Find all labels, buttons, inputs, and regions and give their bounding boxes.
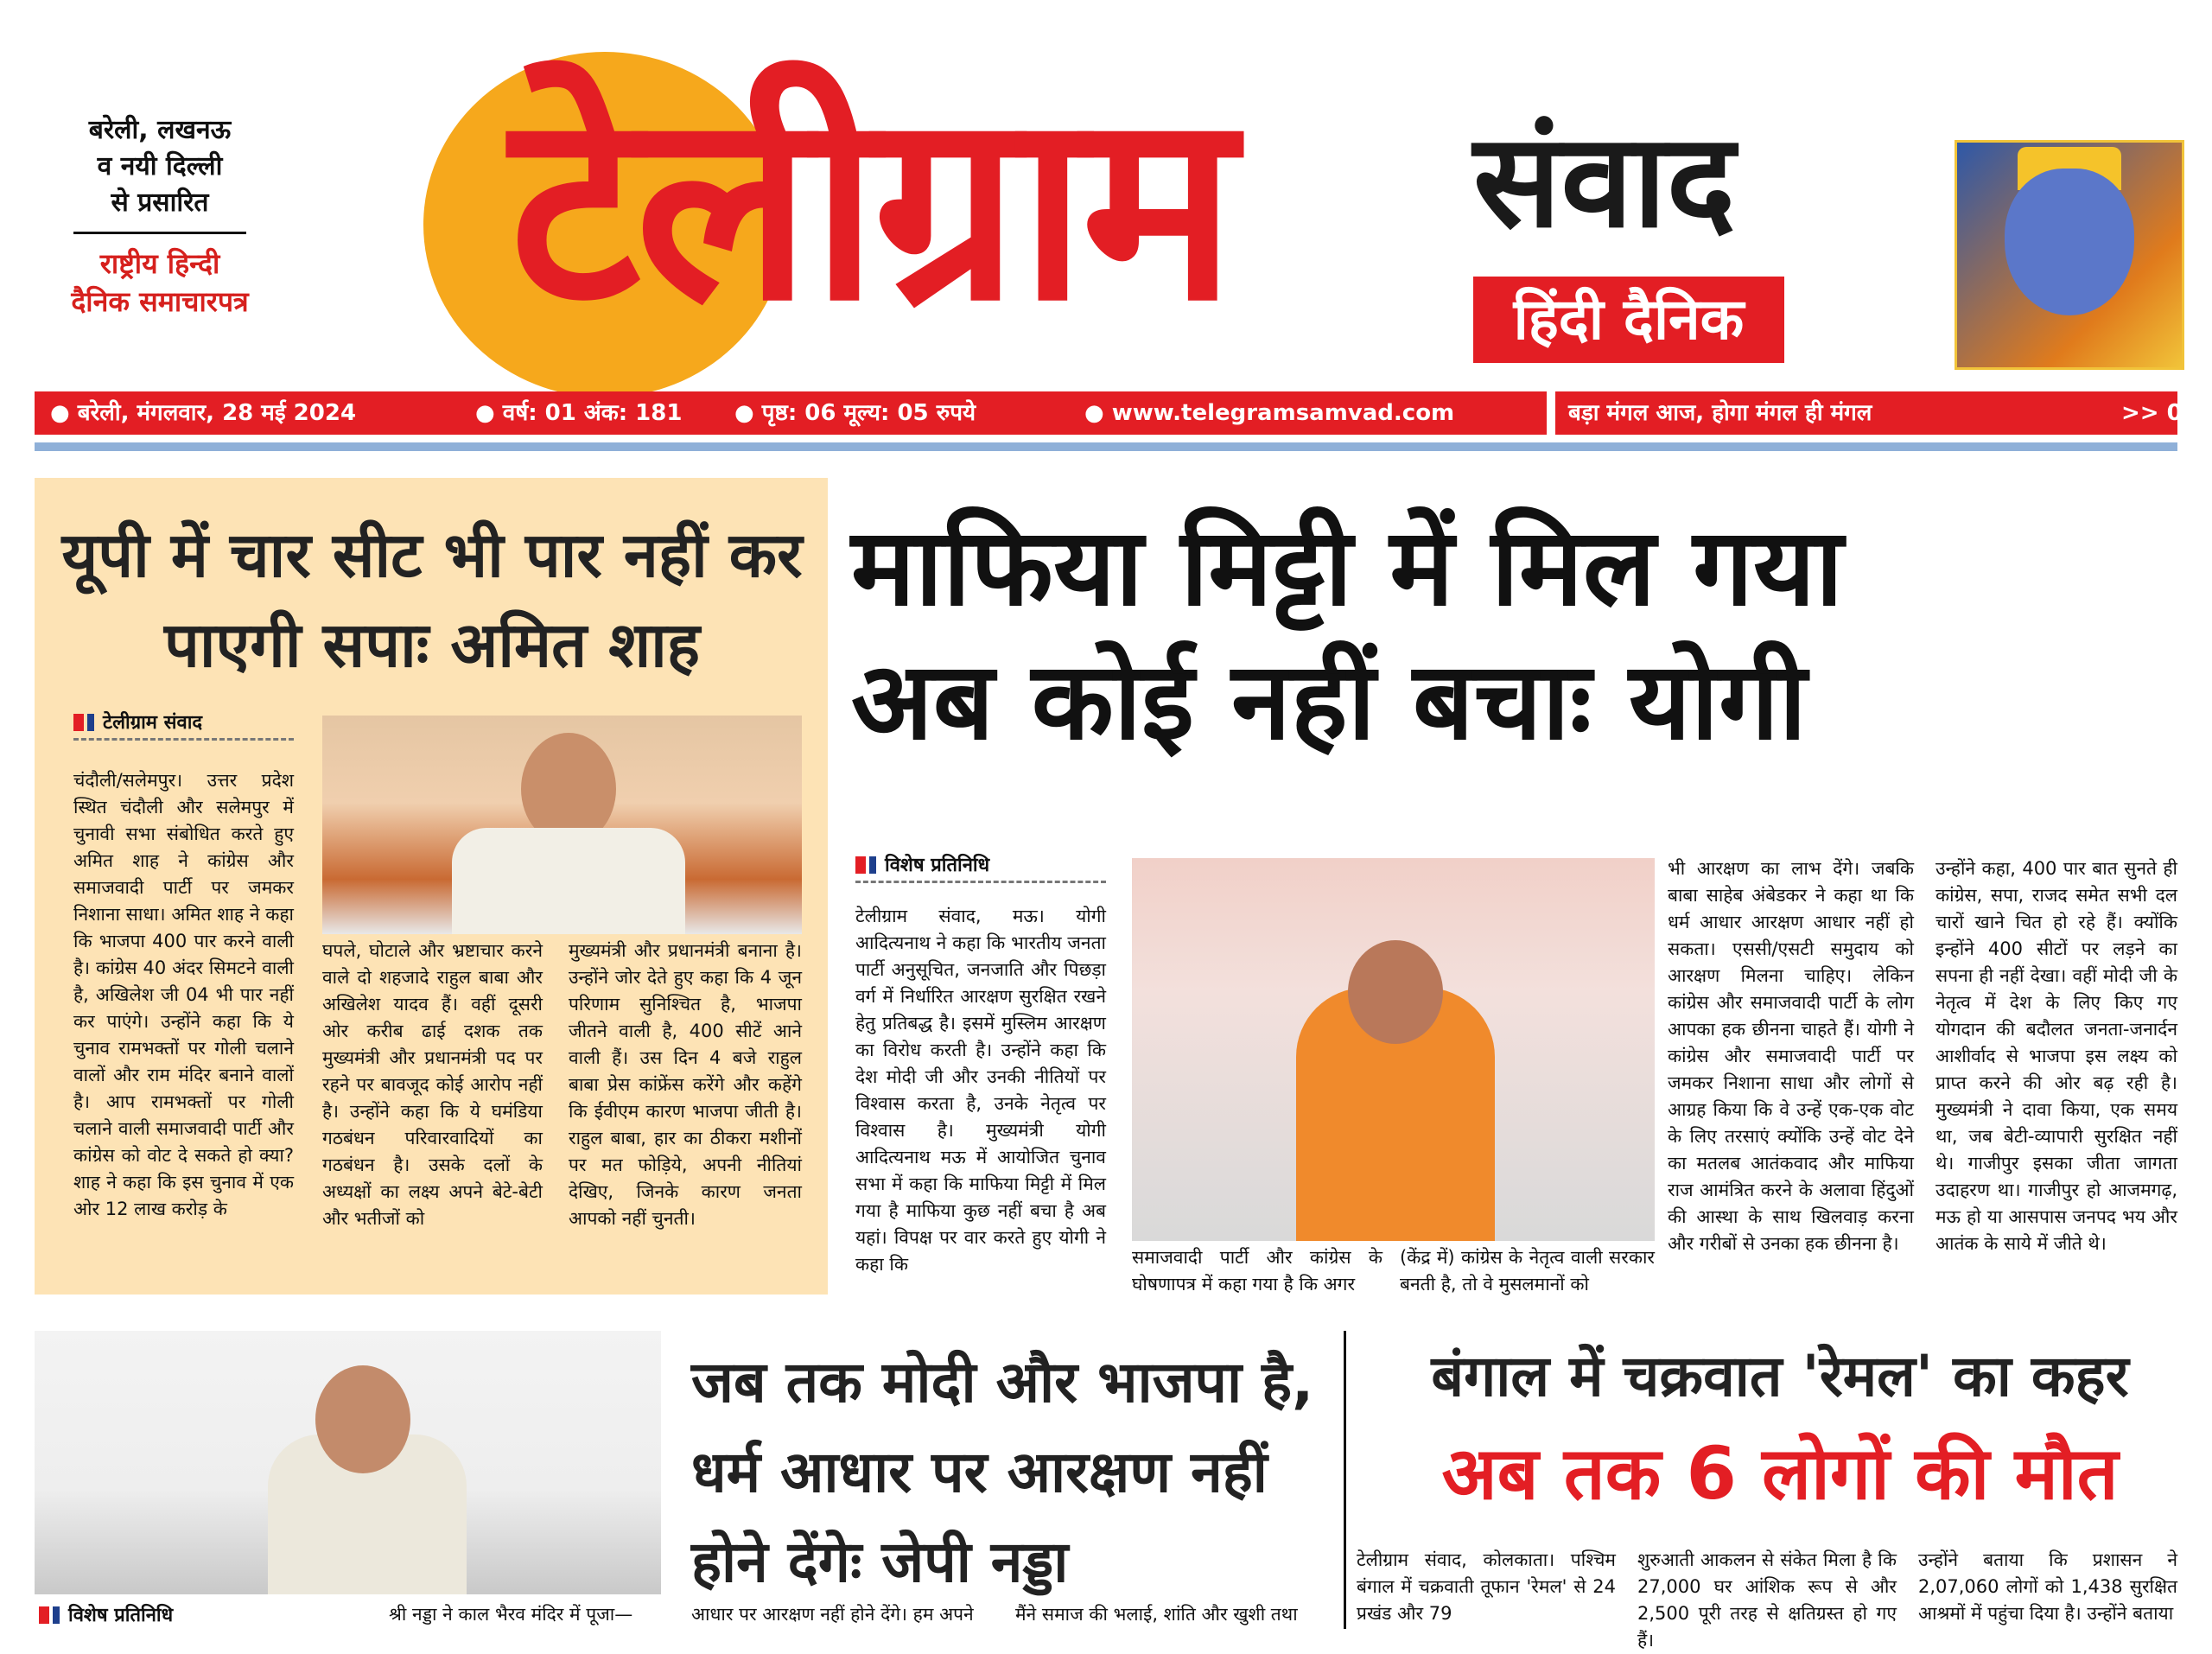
headline-bengal-deaths: अब तक 6 लोगों की मौत xyxy=(1441,1431,2119,1516)
divider xyxy=(73,232,246,234)
broadcast-info xyxy=(52,112,268,321)
byline-marker-icon xyxy=(39,1606,49,1624)
year-issue: ● वर्ष: 01 अंक: 181 xyxy=(475,400,683,426)
photo-jp-nadda xyxy=(35,1331,661,1594)
photo-figure-head xyxy=(1348,940,1443,1044)
article-column: भी आरक्षण का लाभ देंगे। जबकि बाबा साहेब अंबेडकर ने कहा था कि धर्म आधार आरक्षण आधार नहीं हो सकता। एससी/एसटी समुदाय को आरक्षण मिलना चाहिए। लेकिन कांग्रेस और समाजवादी पार्टी के लोग आपका हक छीनना चाहते हैं। योगी ने कांग्रेस और समाजवादी पार्टी पर जमकर निशाना साधा और लोगों से आग्रह किया कि वे उन्हें एक-एक वोट के लिए तरसाएं क्योंकि उन्हें वोट देने का मतलब आतंकवाद और माफिया राज आमंत्रित करने के अलावा हिंदुओं की आस्था के साथ खिलवाड़ करना और गरीबों से उनका हक छीनना है। xyxy=(1668,858,1914,1254)
divider-rule xyxy=(35,442,2177,451)
article-column: मुख्यमंत्री और प्रधानमंत्री बनाना है। उन्होंने जोर देते हुए कहा कि 4 जून परिणाम सुनिश्चित है, भाजपा जीतने वाली है, 400 सीटें आने वाली हैं। उस दिन 4 बजे राहुल बाबा प्रेस कांफ्रेंस करेंगे और कहेंगे कि ईवीएम कारण भाजपा जीती है। राहुल बाबा, हार का ठीकरा मशीनों पर मत फोड़िये, अपनी नीतियां देखिए, जिनके कारण जनता आपको नहीं चुनती। xyxy=(569,940,802,1229)
byline-marker-icon xyxy=(53,1606,60,1624)
face-shape xyxy=(2005,169,2134,315)
page-reference: >> 04 xyxy=(2121,400,2198,426)
byline xyxy=(855,851,1106,883)
left-info-line: से प्रसारित xyxy=(111,188,209,218)
photo-amit-shah xyxy=(322,716,802,934)
headline-amit-shah: यूपी में चार सीट भी पार नहीं कर पाएगी सपाः अमित शाह xyxy=(61,518,803,681)
article-column: आधार पर आरक्षण नहीं होने देंगे। हम अपने xyxy=(691,1604,974,1625)
left-info-line: व नयी दिल्ली xyxy=(97,151,223,181)
column-divider xyxy=(1344,1331,1346,1629)
byline-marker-icon xyxy=(855,856,866,874)
headline-jp-nadda: जब तक मोदी और भाजपा है, धर्म आधार पर आरक्षण नहीं होने देंगेः जेपी नड्डा xyxy=(691,1349,1314,1595)
logo-subtitle-badge: हिंदी दैनिक xyxy=(1473,277,1784,363)
byline-text: विशेष प्रतिनिधि xyxy=(885,855,990,876)
left-tag-line: राष्ट्रीय हिन्दी xyxy=(99,247,220,280)
article-column: मैंने समाज की भलाई, शांति और खुशी तथा xyxy=(1015,1604,1298,1625)
newspaper-logo-samvad: संवाद xyxy=(1473,106,1736,257)
photo-yogi-adityanath xyxy=(1132,858,1655,1241)
byline xyxy=(73,709,294,741)
article-column: उन्होंने बताया कि प्रशासन ने 2,07,060 लोगों को 1,438 सुरक्षित आश्रमों में पहुंचा दिया है। उन्होंने बताया xyxy=(1918,1549,2177,1624)
article-column: श्री नड्डा ने काल भैरव मंदिर में पूजा— xyxy=(389,1604,633,1625)
byline-text: विशेष प्रतिनिधि xyxy=(68,1605,174,1626)
main-headline-line: माफिया मिट्टी में मिल गया xyxy=(851,506,1844,630)
main-headline-line: अब कोई नहीं बचाः योगी xyxy=(851,639,1807,764)
deity-image xyxy=(1955,140,2184,370)
article-column: उन्होंने कहा, 400 पार बात सुनते ही कांग्रेस, सपा, राजद समेत सभी दल चारों खाने चित हो रहे हैं। क्योंकि इन्होंने 400 सीटों पर लड़ने का सपना ही नहीं देखा। वहीं मोदी जी के नेतृत्व में देश के लिए किए गए योगदान की बदौलत जनता-जनार्दन आशीर्वाद से भाजपा इस लक्ष्य को प्राप्त करने की ओर बढ़ रही है। मुख्यमंत्री ने दावा किया, एक समय था, जब बेटी-व्यापारी सुरक्षित नहीं थे। गाजीपुर इसका जीता जागता उदाहरण था। गाजीपुर हो आजमगढ़, मऊ हो या आसपास जनपद भय और आतंक के साये में जीते थे। xyxy=(1936,858,2177,1254)
article-column: चंदौली/सलेमपुर। उत्तर प्रदेश स्थित चंदौली और सलेमपुर में चुनावी सभा संबोधित करते हुए अमित शाह ने कांग्रेस और समाजवादी पार्टी पर जमकर निशाना साधा। अमित शाह ने कहा कि भाजपा 400 पार करने वाली है। कांग्रेस 40 अंदर सिमटने वाली है, अखिलेश जी 04 भी पार नहीं कर पाएंगे। उन्होंने कहा कि ये चुनाव रामभक्तों पर गोली चलाने वालों और राम मंदिर बनाने वालों है। आप रामभक्तों पर गोली चलाने वाली समाजवादी पार्टी और कांग्रेस को वोट दे सकते हो क्या? शाह ने कहा कि इस चुनाव में एक ओर 12 लाख करोड़ के xyxy=(73,770,294,1219)
photo-figure-head xyxy=(315,1365,410,1473)
article-column: टेलीग्राम संवाद, कोलकाता। पश्चिम बंगाल में चक्रवाती तूफान 'रेमल' से 24 प्रखंड और 79 xyxy=(1357,1549,1616,1624)
byline-text: टेलीग्राम संवाद xyxy=(103,712,203,734)
left-info-line: बरेली, लखनऊ xyxy=(88,115,232,145)
article-column: (केंद्र में) कांग्रेस के नेतृत्व वाली सरकार बनती है, तो वे मुसलमानों को xyxy=(1400,1247,1655,1295)
article-column: टेलीग्राम संवाद, मऊ। योगी आदित्यनाथ ने कहा कि भारतीय जनता पार्टी अनुसूचित, जनजाति और पिछड़ा वर्ग में निर्धारित आरक्षण सुरक्षित रखने हेतु प्रतिबद्ध है। इसमें मुस्लिम आरक्षण का विरोध करती है। उन्होंने कहा कि देश मोदी जी और उनकी नीतियों पर विश्वास करता है, उनके नेतृत्व पर विश्वास है। मुख्यमंत्री योगी आदित्यनाथ मऊ में आयोजित चुनाव सभा में कहा कि माफिया मिट्टी में मिल गया है माफिया कुछ नहीं बचा है अब यहां। विपक्ष पर वार करते हुए योगी ने कहा कि xyxy=(855,906,1106,1275)
website-link[interactable]: ● www.telegramsamvad.com xyxy=(1084,400,1455,426)
headline-bengal-cyclone: बंगाल में चक्रवात 'रेमल' का कहर xyxy=(1431,1343,2129,1409)
newspaper-logo: टेलीग्राम xyxy=(510,56,1231,358)
photo-figure-body xyxy=(452,828,685,934)
left-tag-line: दैनिक समाचारपत्र xyxy=(71,285,249,318)
byline-marker-icon xyxy=(87,714,94,731)
pages-price: ● पृष्ठ: 06 मूल्य: 05 रुपये xyxy=(734,400,976,426)
tagline: बड़ा मंगल आज, होगा मंगल ही मंगल xyxy=(1568,400,1872,426)
byline-marker-icon xyxy=(73,714,84,731)
main-headline xyxy=(851,501,2182,769)
byline-marker-icon xyxy=(869,856,876,874)
byline xyxy=(39,1601,341,1631)
article-column: शुरुआती आकलन से संकेत मिला है कि 27,000 घर आंशिक रूप से और 2,500 पूरी तरह से क्षतिग्रस्त हो गए हैं। xyxy=(1637,1549,1897,1651)
issue-date: ● बरेली, मंगलवार, 28 मई 2024 xyxy=(50,400,357,426)
article-column: समाजवादी पार्टी और कांग्रेस के घोषणापत्र में कहा गया है कि अगर xyxy=(1132,1247,1382,1295)
article-column: घपले, घोटाले और भ्रष्टाचार करने वाले दो शहजादे राहुल बाबा और अखिलेश यादव हैं। वहीं दूसरी ओर करीब ढाई दशक तक मुख्यमंत्री और प्रधानमंत्री पद पर रहने पर बावजूद कोई आरोप नहीं है। उन्होंने कहा कि ये घमंडिया गठबंधन परिवारवादियों का गठबंधन है। उसके दलों के अध्यक्षों का लक्ष्य अपने बेटे-बेटी और भतीजों को xyxy=(322,940,543,1229)
